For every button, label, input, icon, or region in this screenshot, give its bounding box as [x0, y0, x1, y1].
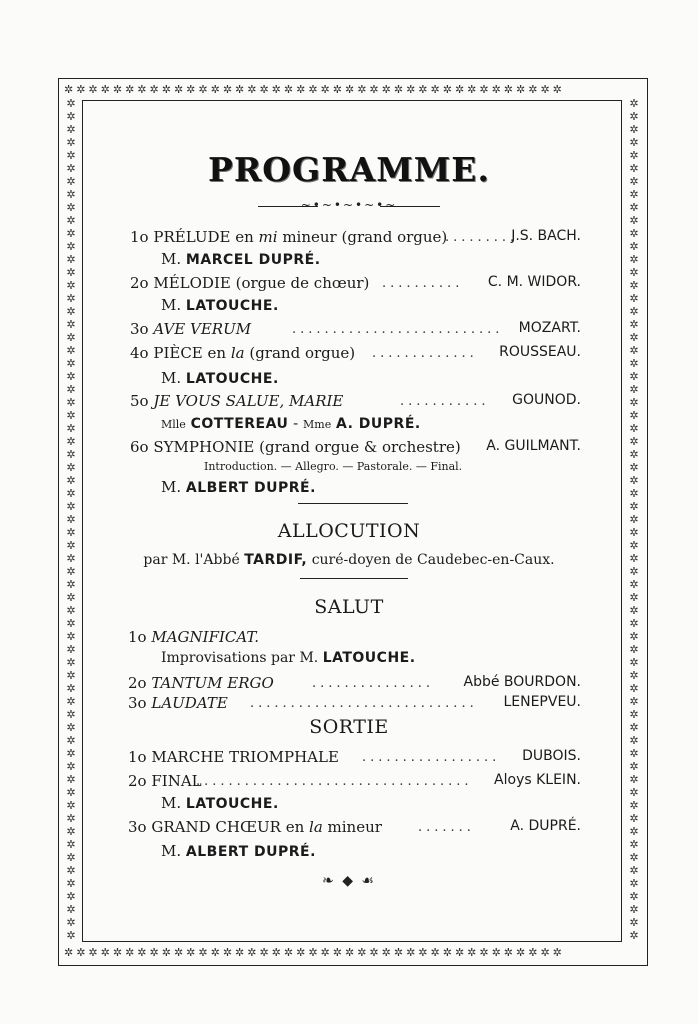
- programme-item-3: 3o AVE VERUM: [130, 320, 252, 338]
- salut-item-2: 2o TANTUM ERGO: [128, 674, 274, 692]
- leader-dots: .............: [372, 346, 478, 361]
- top-star-border: ✲✲✲✲✲✲✲✲✲✲✲✲✲✲✲✲✲✲✲✲✲✲✲✲✲✲✲✲✲✲✲✲✲✲✲✲✲✲✲✲✲: [64, 83, 565, 96]
- end-flourish: ❧ ◆ ☙: [322, 873, 376, 889]
- composer: DUBOIS.: [522, 748, 581, 764]
- leader-dots: .........: [445, 230, 519, 245]
- sortie-item-1: 1o MARCHE TRIOMPHALE: [128, 748, 339, 766]
- composer: LENEPVEU.: [503, 694, 581, 710]
- composer: MOZART.: [518, 320, 581, 336]
- performer-line: M. LATOUCHE.: [161, 794, 279, 812]
- composer: A. GUILMANT.: [486, 438, 581, 454]
- performer-line: M. ALBERT DUPRÉ.: [161, 842, 316, 860]
- divider: [298, 503, 408, 504]
- composer: ROUSSEAU.: [499, 344, 581, 360]
- page-title: PROGRAMME.: [208, 150, 490, 189]
- programme-item-6: 6o SYMPHONIE (grand orgue & orchestre): [130, 438, 461, 456]
- allocution-heading: ALLOCUTION: [277, 520, 421, 542]
- leader-dots: ..........................: [292, 322, 504, 337]
- composer: Abbé BOURDON.: [463, 674, 581, 690]
- composer: J.S. BACH.: [511, 228, 581, 244]
- allocution-line: par M. l'Abbé TARDIF, curé-doyen de Caudebec-en-Caux.: [143, 552, 555, 568]
- composer: A. DUPRÉ.: [510, 818, 581, 834]
- performer-line: M. MARCEL DUPRÉ.: [161, 250, 321, 268]
- sortie-heading: SORTIE: [309, 716, 389, 738]
- composer: GOUNOD.: [512, 392, 581, 408]
- composer: C. M. WIDOR.: [487, 274, 581, 290]
- leader-dots: ..................................: [196, 774, 473, 789]
- leader-dots: ...............: [312, 676, 434, 691]
- left-star-border: ✲ ✲ ✲ ✲ ✲ ✲ ✲ ✲ ✲ ✲ ✲ ✲ ✲ ✲ ✲ ✲ ✲ ✲ ✲ ✲ ✲ ✲ ✲ ✲ ✲ ✲ ✲ ✲ ✲ ✲ ✲ ✲ ✲ ✲ ✲ ✲ ✲ ✲ ✲ ✲ ✲ ✲ ✲ ✲ ✲ ✲ ✲ ✲ ✲ ✲ ✲ ✲ ✲ ✲ ✲ ✲ ✲ ✲ ✲ ✲ ✲ ✲ ✲ ✲ ✲: [66, 97, 76, 942]
- title-rule-right: [380, 206, 440, 207]
- divider: [300, 578, 408, 579]
- leader-dots: ..........: [382, 276, 464, 291]
- improvisations-line: Improvisations par M. LATOUCHE.: [161, 650, 416, 666]
- title-rule-left: [258, 206, 318, 207]
- sortie-item-2: 2o FINAL: [128, 772, 202, 790]
- programme-item-5: 5o JE VOUS SALUE, MARIE: [130, 392, 344, 410]
- leader-dots: .................: [362, 750, 501, 765]
- leader-dots: .......: [418, 820, 475, 835]
- bottom-star-border: ✲✲✲✲✲✲✲✲✲✲✲✲✲✲✲✲✲✲✲✲✲✲✲✲✲✲✲✲✲✲✲✲✲✲✲✲✲✲✲✲✲: [64, 946, 565, 959]
- leader-dots: ...........: [400, 394, 490, 409]
- salut-item-1: 1o MAGNIFICAT.: [128, 628, 259, 646]
- programme-item-4: 4o PIÈCE en la (grand orgue): [130, 344, 356, 362]
- right-star-border: ✲ ✲ ✲ ✲ ✲ ✲ ✲ ✲ ✲ ✲ ✲ ✲ ✲ ✲ ✲ ✲ ✲ ✲ ✲ ✲ ✲ ✲ ✲ ✲ ✲ ✲ ✲ ✲ ✲ ✲ ✲ ✲ ✲ ✲ ✲ ✲ ✲ ✲ ✲ ✲ ✲ ✲ ✲ ✲ ✲ ✲ ✲ ✲ ✲ ✲ ✲ ✲ ✲ ✲ ✲ ✲ ✲ ✲ ✲ ✲ ✲ ✲ ✲ ✲ ✲: [629, 97, 639, 942]
- movements: Introduction. — Allegro. — Pastorale. — Final.: [204, 460, 463, 473]
- programme-item-1: 1o PRÉLUDE en mi mineur (grand orgue): [130, 228, 448, 246]
- composer: Aloys KLEIN.: [494, 772, 581, 788]
- performer-line: Mlle COTTEREAU - Mme A. DUPRÉ.: [161, 414, 421, 432]
- performer-line: M. LATOUCHE.: [161, 369, 279, 387]
- title-flourish: ~•~•~•~•~: [300, 198, 398, 212]
- sortie-item-3: 3o GRAND CHŒUR en la mineur: [128, 818, 382, 836]
- leader-dots: ............................: [250, 696, 478, 711]
- performer-line: M. LATOUCHE.: [161, 296, 279, 314]
- performer-line: M. ALBERT DUPRÉ.: [161, 478, 316, 496]
- salut-item-3: 3o LAUDATE: [128, 694, 228, 712]
- salut-heading: SALUT: [314, 596, 384, 618]
- programme-item-2: 2o MÉLODIE (orgue de chœur): [130, 274, 370, 292]
